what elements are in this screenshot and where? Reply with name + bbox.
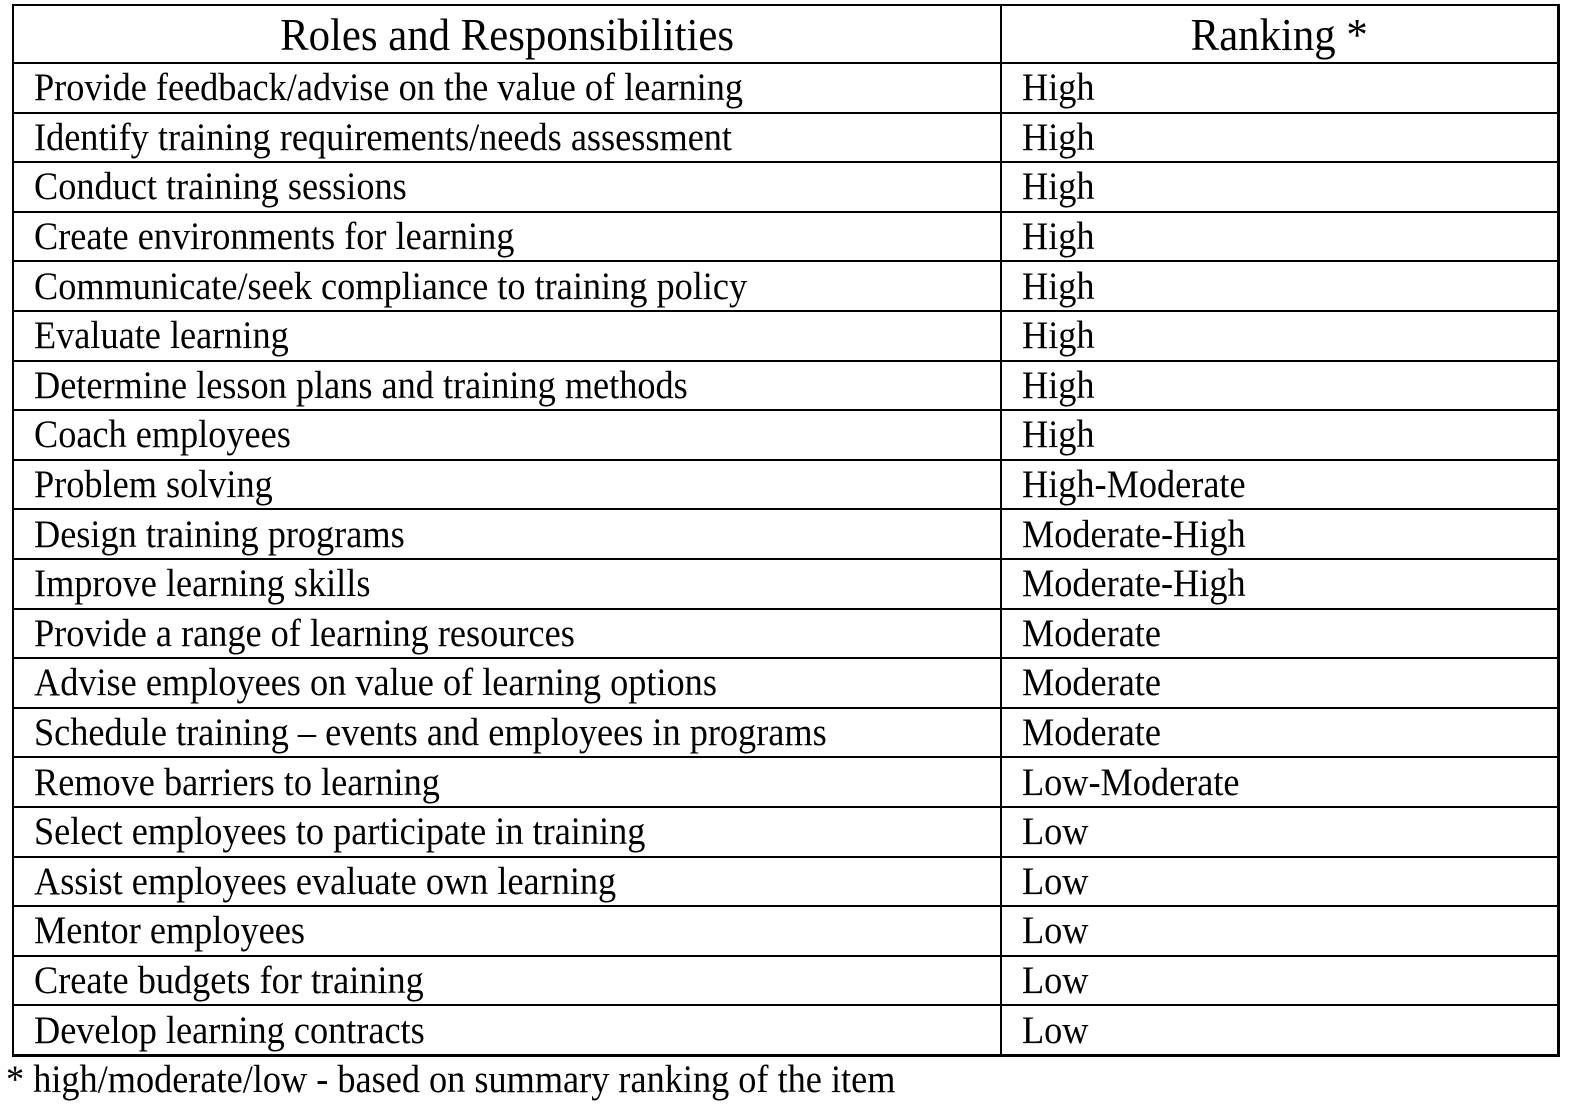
role-cell: Communicate/seek compliance to training policy <box>13 261 1001 311</box>
role-cell: Determine lesson plans and training methods <box>13 361 1001 411</box>
table-body <box>13 63 1558 1055</box>
ranking-cell: Moderate <box>1001 658 1558 708</box>
table-row <box>13 658 1558 708</box>
role-cell: Assist employees evaluate own learning <box>13 857 1001 907</box>
table-row <box>13 956 1558 1006</box>
role-cell: Provide feedback/advise on the value of learning <box>13 63 1001 113</box>
ranking-cell: High <box>1001 311 1558 361</box>
ranking-cell: Low-Moderate <box>1001 757 1558 807</box>
role-cell: Create budgets for training <box>13 956 1001 1006</box>
ranking-cell: High <box>1001 113 1558 163</box>
ranking-cell: High <box>1001 261 1558 311</box>
table-row <box>13 63 1558 113</box>
ranking-cell: Low <box>1001 807 1558 857</box>
role-cell: Design training programs <box>13 509 1001 559</box>
role-cell: Provide a range of learning resources <box>13 609 1001 659</box>
table-row <box>13 807 1558 857</box>
table-row <box>13 609 1558 659</box>
table-row <box>13 1005 1558 1055</box>
table-row <box>13 708 1558 758</box>
role-cell: Evaluate learning <box>13 311 1001 361</box>
role-cell: Schedule training – events and employees in programs <box>13 708 1001 758</box>
ranking-cell: High <box>1001 63 1558 113</box>
table-row <box>13 261 1558 311</box>
role-cell: Select employees to participate in training <box>13 807 1001 857</box>
ranking-cell: High <box>1001 361 1558 411</box>
role-cell: Conduct training sessions <box>13 162 1001 212</box>
table-row <box>13 559 1558 609</box>
header-roles: Roles and Responsibilities <box>13 5 1001 63</box>
table-header-row <box>13 5 1558 63</box>
ranking-cell: Moderate <box>1001 609 1558 659</box>
ranking-cell: Moderate-High <box>1001 509 1558 559</box>
table-row <box>13 311 1558 361</box>
table-row <box>13 906 1558 956</box>
table-row <box>13 857 1558 907</box>
ranking-cell: High-Moderate <box>1001 460 1558 510</box>
ranking-cell: Low <box>1001 1005 1558 1055</box>
ranking-cell: High <box>1001 410 1558 460</box>
table-row <box>13 509 1558 559</box>
role-cell: Problem solving <box>13 460 1001 510</box>
footnote: * high/moderate/low - based on summary ranking of the item <box>6 1058 896 1101</box>
role-cell: Develop learning contracts <box>13 1005 1001 1055</box>
ranking-cell: High <box>1001 212 1558 262</box>
role-cell: Identify training requirements/needs assessment <box>13 113 1001 163</box>
table-row <box>13 410 1558 460</box>
ranking-cell: Moderate-High <box>1001 559 1558 609</box>
table-row <box>13 757 1558 807</box>
role-cell: Coach employees <box>13 410 1001 460</box>
table-row <box>13 162 1558 212</box>
role-cell: Mentor employees <box>13 906 1001 956</box>
ranking-cell: Low <box>1001 906 1558 956</box>
table-row <box>13 361 1558 411</box>
role-cell: Create environments for learning <box>13 212 1001 262</box>
header-ranking: Ranking * <box>1001 5 1558 63</box>
table-row <box>13 460 1558 510</box>
role-cell: Improve learning skills <box>13 559 1001 609</box>
roles-ranking-table <box>12 4 1560 1057</box>
role-cell: Remove barriers to learning <box>13 757 1001 807</box>
ranking-cell: High <box>1001 162 1558 212</box>
ranking-cell: Low <box>1001 857 1558 907</box>
ranking-cell: Low <box>1001 956 1558 1006</box>
role-cell: Advise employees on value of learning options <box>13 658 1001 708</box>
table-row <box>13 113 1558 163</box>
table-row <box>13 212 1558 262</box>
ranking-cell: Moderate <box>1001 708 1558 758</box>
